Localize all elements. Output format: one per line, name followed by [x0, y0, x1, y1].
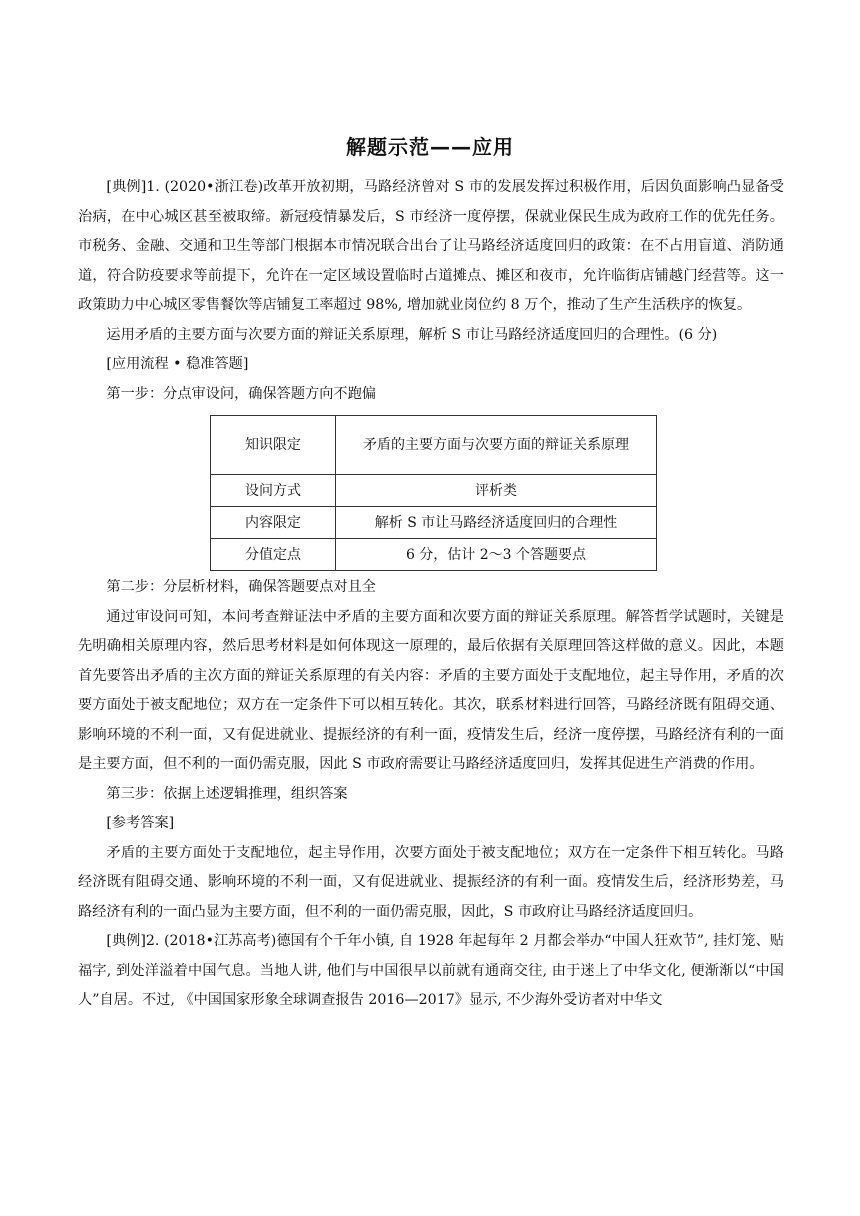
reference-answer-text: 矛盾的主要方面处于支配地位，起主导作用，次要方面处于被支配地位；双方在一定条件下相互转化。马路经济既有阻碍交通、影响环境的不利一面，又有促进就业、提振经济的有利一面。疫情发生后，经济形势差，马路经济有利的一面凸显为主要方面，但不利的一面仍需克服，因此，S 市政府让马路经济适度回归。: [78, 844, 784, 920]
table-cell-value: 评析类: [336, 475, 657, 507]
table-cell-key: 设问方式: [211, 475, 336, 507]
section-heading-process: [应用流程 • 稳准答题]: [106, 356, 249, 372]
analysis-table: [210, 415, 657, 571]
table-cell-value: 解析 S 市让马路经济适度回归的合理性: [336, 507, 657, 539]
table-cell-value: 6 分，估计 2～3 个答题要点: [336, 539, 657, 571]
step-3-heading: 第三步：依据上述逻辑推理，组织答案: [106, 785, 348, 802]
step-1-heading: 第一步：分点审设问，确保答题方向不跑偏: [106, 385, 376, 402]
step-2-analysis: 通过审设问可知，本问考查辩证法中矛盾的主要方面和次要方面的辩证关系原理。解答哲学试题时，关键是先明确相关原理内容，然后思考材料是如何体现这一原理的，最后依据有关原理回答这样做的意义。因此，本题首先要答出矛盾的主次方面的辩证关系原理的有关内容：矛盾的主要方面处于支配地位，起主导作用，矛盾的次要方面处于被支配地位；双方在一定条件下可以相互转化。其次，联系材料进行回答，马路经济既有阻碍交通、影响环境的不利一面，又有促进就业、提振经济的有利一面，疫情发生后，经济一度停摆，马路经济有利的一面是主要方面，但不利的一面仍需克服，因此 S 市政府需要让马路经济适度回归，发挥其促进生产消费的作用。: [78, 608, 784, 772]
table-row: [211, 475, 657, 507]
document-body: [78, 173, 784, 1016]
table-row: [211, 416, 657, 475]
table-cell-key: 内容限定: [211, 507, 336, 539]
step-2-heading: 第二步：分层析材料，确保答题要点对且全: [106, 579, 376, 595]
table-cell-value: 矛盾的主要方面与次要方面的辩证关系原理: [336, 416, 657, 475]
table-cell-key: 知识限定: [211, 416, 336, 475]
question-prompt: 运用矛盾的主要方面与次要方面的辩证关系原理，解析 S 市让马路经济适度回归的合理性。(6 分): [106, 326, 718, 343]
table-row: [211, 539, 657, 571]
page-title: 解题示范——应用: [346, 135, 514, 159]
example-1-question: [典例]1. (2020•浙江卷)改革开放初期，马路经济曾对 S 市的发展发挥过积极作用，后因负面影响凸显备受治病，在中心城区甚至被取缔。新冠疫情暴发后，S 市经济一度停摆，保就业保民生成为政府工作的优先任务。市税务、金融、交通和卫生等部门根据本市情况联合出台了让马路经济适度回归的政策：在不占用盲道、消防通道，符合防疫要求等前提下，允许在一定区域设置临时占道摊点、摊区和夜市，允许临街店铺越门经营等。这一政策助力中心城区零售餐饮等店铺复工率超过 98%, 增加就业岗位约 8 万个，推动了生产生活秩序的恢复。: [78, 179, 784, 313]
table-row: [211, 507, 657, 539]
reference-answer-heading: [参考答案]: [106, 815, 175, 831]
example-2-question: [典例]2. (2018•江苏高考)德国有个千年小镇, 自 1928 年起每年 2 月都会举办“中国人狂欢节”, 挂灯笼、贴福字, 到处洋溢着中国气息。当地人讲, 他们与中国很早以前就有通商交往, 由于迷上了中华文化, 便渐渐以“中国人”自居。不过, 《中国国家形象全球调查报告 2016—2017》显示, 不少海外受访者对中华文: [78, 933, 784, 1008]
table-cell-key: 分值定点: [211, 539, 336, 571]
